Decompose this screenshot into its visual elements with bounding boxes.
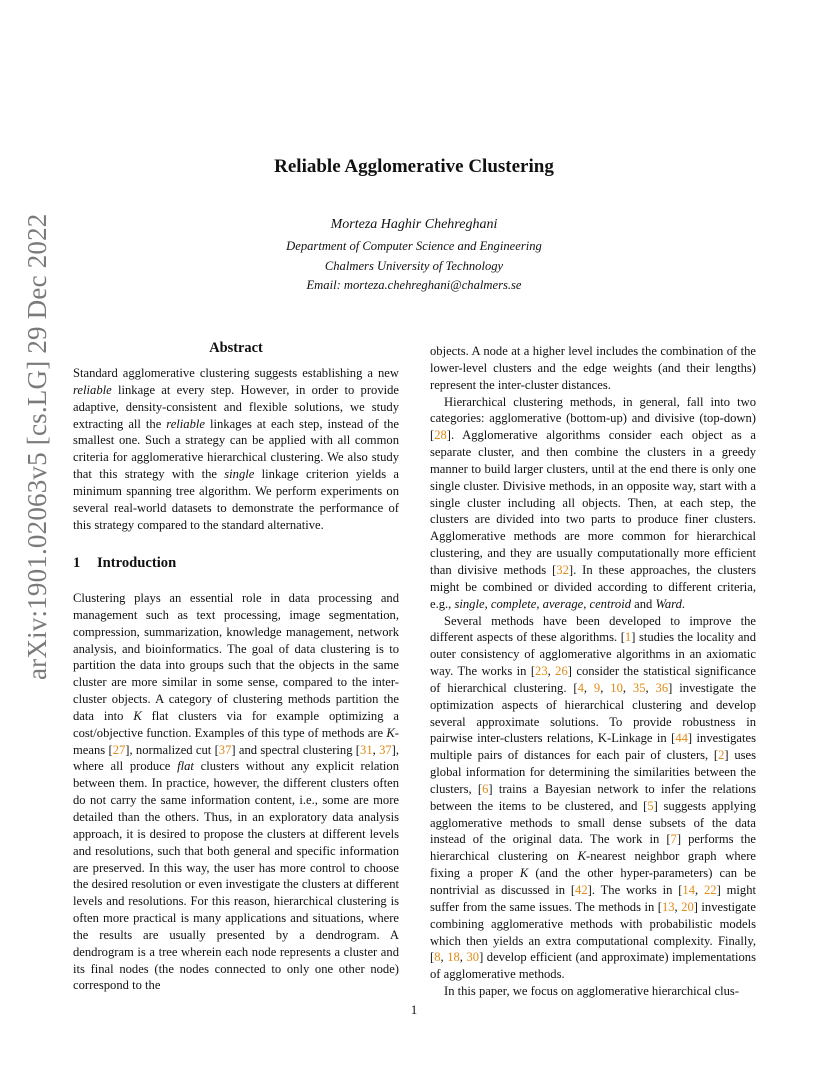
- citation-link[interactable]: 7: [670, 832, 677, 847]
- citation-link[interactable]: 6: [482, 781, 489, 796]
- citation-link[interactable]: 44: [675, 731, 688, 746]
- citation-link[interactable]: 35: [632, 680, 646, 695]
- section-number: 1: [73, 555, 81, 571]
- abstract-paragraph: Standard agglomerative clustering suggests establishing a new reliable linkage at every step. However, in order to provide adaptive, density-consistent and flexible solutions, we study extracting all the reliable linkages at each step, instead of the smallest one. Such a strategy can be applied with all common criteria for agglomerative hierarchical clustering. We also study that this strategy with the single linkage criterion yields a minimum spanning tree algorithm. We perform experiments on several real-world datasets to demonstrate the performance of this strategy compared to the standard alternative.: [73, 366, 399, 532]
- italic-term: K: [577, 849, 587, 864]
- citation-link[interactable]: 31: [360, 742, 373, 757]
- italic-term: centroid: [589, 596, 632, 611]
- citation-link[interactable]: 4: [577, 680, 584, 695]
- author-email: Email: morteza.chehreghani@chalmers.se: [306, 278, 522, 292]
- abstract-heading: Abstract: [209, 340, 263, 356]
- italic-term: K: [386, 725, 395, 740]
- citation-link[interactable]: 13: [661, 899, 675, 914]
- abstract-body: [73, 365, 399, 533]
- intro-column-left: [73, 590, 399, 994]
- section-title: Introduction: [97, 555, 177, 571]
- page-number: 1: [410, 1003, 418, 1017]
- author-name: Morteza Haghir Chehreghani: [330, 217, 498, 232]
- italic-term: K: [519, 866, 529, 881]
- citation-link[interactable]: 28: [434, 428, 447, 443]
- citation-link[interactable]: 22: [704, 883, 717, 897]
- citation-link[interactable]: 26: [555, 664, 568, 679]
- author-block: [0, 213, 828, 296]
- citation-link[interactable]: 2: [718, 748, 725, 763]
- citation-link[interactable]: 18: [447, 950, 460, 965]
- citation-link[interactable]: 20: [681, 899, 694, 914]
- paper-title: Reliable Agglomerative Clustering: [274, 156, 554, 177]
- citation-link[interactable]: 10: [610, 680, 623, 695]
- author-university: Chalmers University of Technology: [324, 258, 504, 273]
- intro-column-right: [430, 343, 756, 1000]
- citation-link[interactable]: 30: [466, 950, 480, 965]
- italic-term: single: [224, 467, 255, 482]
- citation-link[interactable]: 1: [624, 630, 632, 645]
- intro-paragraph-3: Several methods have been developed to improve the different aspects of these algorithms. [1] studies the locality and outer consistency of agglomerative algorithms in an axiomatic way. The works in [23, 26] consider the statistical significance of hierarchical clustering. [4, 9, 10, 35, 36] investigate the optimization aspects of hierarchical clustering and develop several approximate solutions. To provide robustness in pairwise inter-clusters relations, K-Linkage in [44] investigates multiple pairs of distances for each pair of clusters, [2] uses global information for determining the similarities between the clusters, [6] trains a Bayesian network to infer the relations between the items to be clustered, and [5] suggests applying agglomerative methods to small dense subsets of the data instead of the original data. The work in [7] performs the hierarchical clustering on K-nearest neighbor graph where fixing a proper K (and the other hyper-parameters) can be nontrivial as discussed in [42]. The works in [14, 22] might suffer from the same issues. The methods in [13, 20] investigate combining agglomerative methods with probabilistic models which then yields an extra computational complexity. Finally, [8, 18, 30] develop efficient (and approximate) implementations of agglomerative methods.: [430, 613, 757, 982]
- citation-link[interactable]: 32: [556, 562, 569, 577]
- italic-term: flat: [177, 759, 194, 774]
- arxiv-stamp: arXiv:1901.02063v5 [cs.LG] 29 Dec 2022: [22, 213, 52, 680]
- intro-paragraph-2: Hierarchical clustering methods, in general, fall into two categories: agglomerative (bottom-up) and divisive (top-down) [28]. Agglomerative algorithms consider each object as a separate cluster, and then combine the clusters in a greedy manner to build larger clusters, until at the end there is only one single cluster. Divisive methods, in an opposite way, start with a single cluster including all objects. Then, at each step, the clusters are divided into two parts to produce finer clusters. Agglomerative methods are more common for hierarchical clustering, and they are usually computationally more efficient than divisive methods [32]. In these approaches, the clusters might be combined or divided according to different criteria, e.g., single, complete, average, centroid and Ward.: [430, 394, 756, 611]
- intro-paragraph-4: In this paper, we focus on agglomerative hierarchical clus-: [444, 984, 739, 999]
- citation-link[interactable]: 37: [379, 742, 392, 757]
- citation-link[interactable]: 23: [535, 664, 548, 679]
- citation-link[interactable]: 37: [218, 742, 232, 757]
- intro-paragraph-1: Clustering plays an essential role in data processing and management such as text processing, image segmentation, compression, summarization, knowledge management, network analysis, and bioinformatics. The goal of data clustering is to partition the data into groups such that the objects in the same cluster are more similar in some sense, compared to the inter-cluster objects. A category of clustering methods partition the data into K flat clusters via for example optimizing a cost/objective function. Examples of this type of methods are K-means [27], normalized cut [37] and spectral clustering [31, 37], where all produce flat clusters without any explicit relation between them. In practice, however, the different clusters often do not carry the same information content, i.e., some are more detailed than the others. Thus, in an exploratory data analysis approach, it is desired to propose the clusters at different levels and resolutions, such that both general and specific information are preserved. In this way, the user has more control to choose the desired resolution or even investigate the clusters at different levels and resolutions. For this reason, hierarchical clustering is often more practical is many applications and situations, where the results are usually presented by a dendrogram. A dendrogram is a tree wherein each node represents a cluster and its final nodes (the nodes connected to only one other node) correspond to the: [73, 591, 400, 993]
- citation-link[interactable]: 9: [593, 680, 601, 695]
- italic-term: reliable: [73, 382, 112, 397]
- citation-link[interactable]: 5: [647, 798, 654, 813]
- citation-link[interactable]: 36: [655, 680, 669, 695]
- italic-term: single: [454, 596, 485, 611]
- italic-term: average: [542, 596, 584, 611]
- citation-link[interactable]: 8: [434, 950, 441, 965]
- section-heading: [73, 555, 176, 572]
- italic-term: reliable: [166, 416, 205, 431]
- italic-term: complete: [490, 596, 537, 611]
- intro-paragraph-1-continued: objects. A node at a higher level includes the combination of the lower-level clusters and the edge weights (and their lengths) represent the inter-cluster distances.: [430, 344, 756, 392]
- author-department: Department of Computer Science and Engineering: [286, 239, 542, 253]
- citation-link[interactable]: 14: [682, 883, 696, 897]
- citation-link[interactable]: 42: [575, 883, 588, 897]
- citation-link[interactable]: 27: [112, 742, 126, 757]
- italic-term: Ward: [655, 596, 682, 611]
- italic-term: K: [133, 708, 142, 723]
